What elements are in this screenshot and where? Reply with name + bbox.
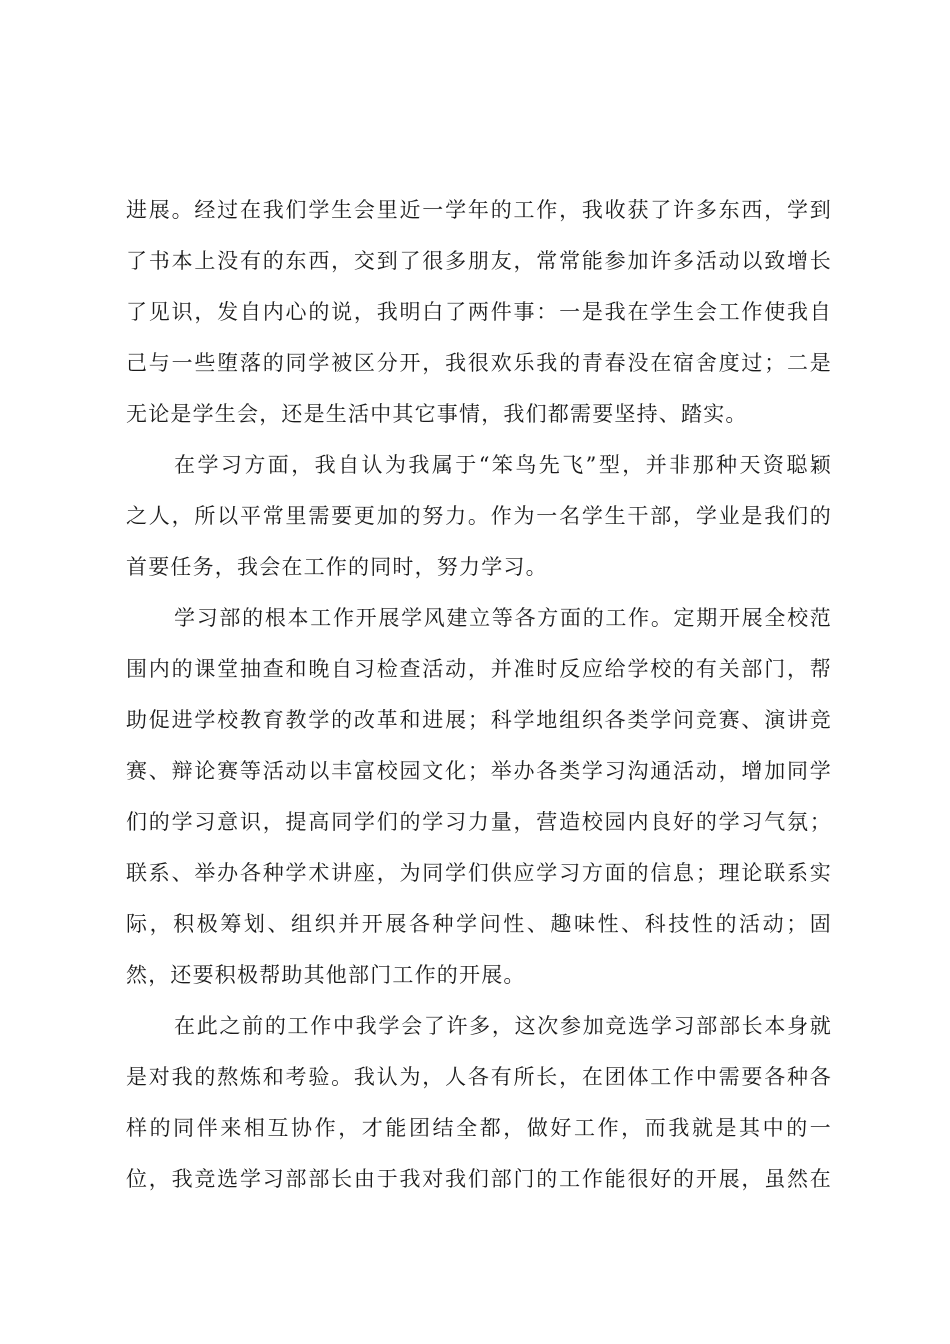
text-line: 了书本上没有的东西，交到了很多朋友，常常能参加许多活动以致增长	[126, 249, 832, 273]
document-body	[126, 185, 832, 1205]
text-line: 位，我竞选学习部部长由于我对我们部门的工作能很好的开展，虽然在	[126, 1167, 832, 1191]
text-line: 围内的课堂抽查和晚自习检查活动，并准时反应给学校的有关部门，帮	[126, 657, 832, 681]
text-line: 联系、举办各种学术讲座，为同学们供应学习方面的信息；理论联系实	[126, 861, 832, 885]
text-line: 是对我的熬炼和考验。我认为，人各有所长，在团体工作中需要各种各	[126, 1065, 832, 1089]
text-line: 首要任务，我会在工作的同时，努力学习。	[126, 555, 548, 579]
paragraph-3	[126, 593, 832, 1001]
text-line: 学习部的根本工作开展学风建立等各方面的工作。定期开展全校范	[174, 606, 832, 630]
paragraph-2	[126, 440, 832, 593]
text-line: 无论是学生会，还是生活中其它事情，我们都需要坚持、踏实。	[126, 402, 748, 426]
text-line: 己与一些堕落的同学被区分开，我很欢乐我的青春没在宿舍度过；二是	[126, 351, 832, 375]
text-line: 际，积极筹划、组织并开展各种学问性、趣味性、科技性的活动；固	[126, 912, 832, 936]
text-line: 助促进学校教育教学的改革和进展；科学地组织各类学问竞赛、演讲竞	[126, 708, 832, 732]
text-line: 在学习方面，我自认为我属于“笨鸟先飞”型，并非那种天资聪颖	[174, 453, 832, 477]
text-line: 之人，所以平常里需要更加的努力。作为一名学生干部，学业是我们的	[126, 504, 832, 528]
text-line: 赛、辩论赛等活动以丰富校园文化；举办各类学习沟通活动，增加同学	[126, 759, 832, 783]
text-line: 了见识，发自内心的说，我明白了两件事：一是我在学生会工作使我自	[126, 300, 832, 324]
text-line: 们的学习意识，提高同学们的学习力量，营造校园内良好的学习气氛；	[126, 810, 832, 834]
text-line: 在此之前的工作中我学会了许多，这次参加竞选学习部部长本身就	[174, 1014, 832, 1038]
paragraph-4	[126, 1001, 832, 1205]
text-line: 然，还要积极帮助其他部门工作的开展。	[126, 963, 526, 987]
text-line: 进展。经过在我们学生会里近一学年的工作，我收获了许多东西，学到	[126, 198, 832, 222]
paragraph-1	[126, 185, 832, 440]
text-line: 样的同伴来相互协作，才能团结全都，做好工作，而我就是其中的一	[126, 1116, 832, 1140]
